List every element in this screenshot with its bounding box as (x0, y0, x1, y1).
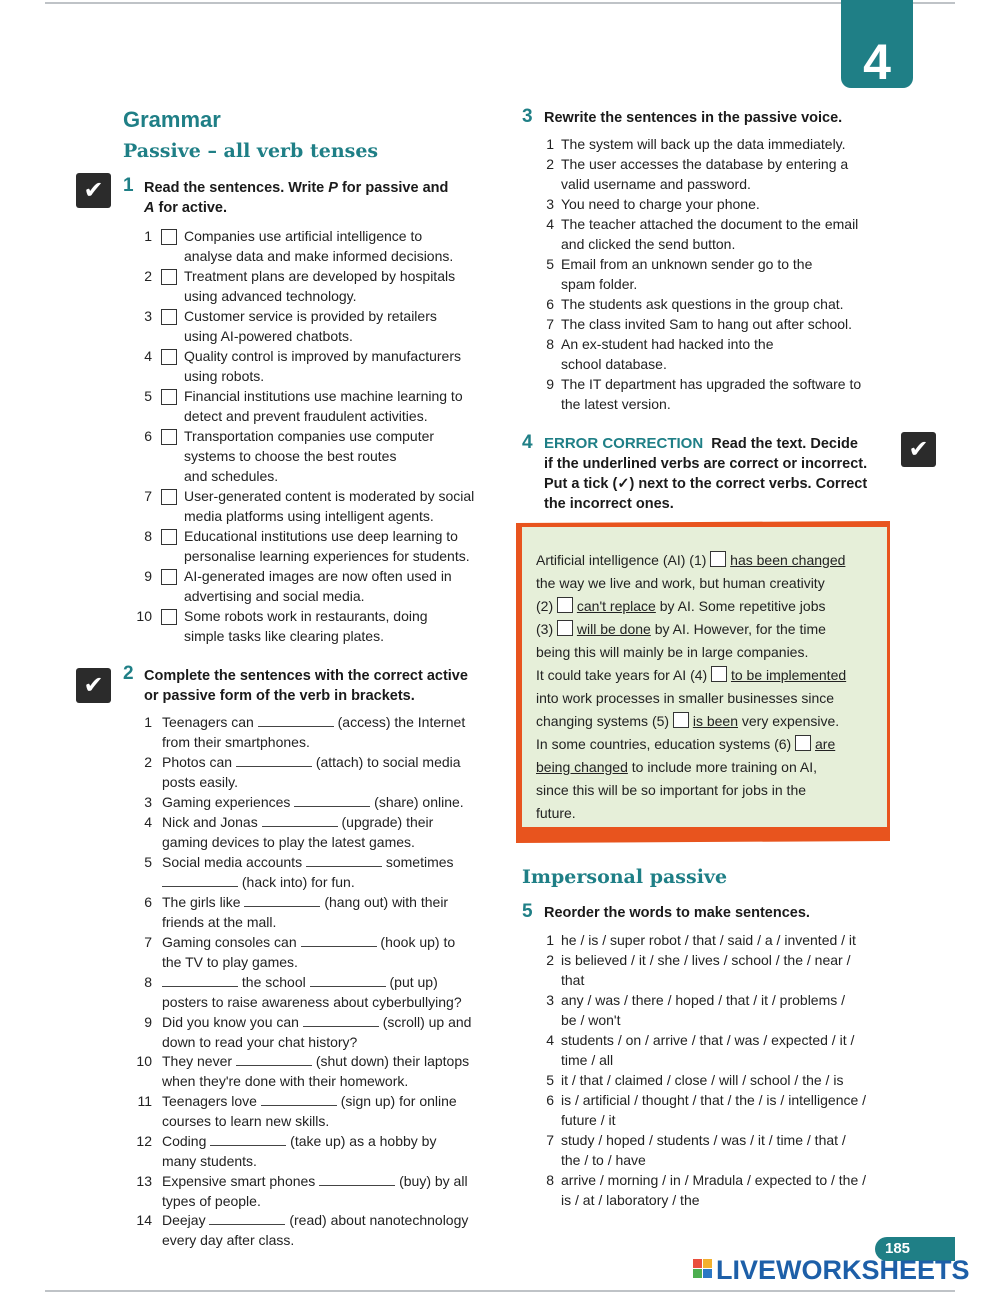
item-text-line (162, 1210, 502, 1230)
answer-blank[interactable] (310, 974, 386, 987)
item-text-part: (hook up) to (376, 934, 456, 950)
answer-blank[interactable] (258, 714, 334, 727)
item-text (162, 1051, 502, 1091)
item-text-part: (hack into) for fun. (238, 874, 355, 890)
item-text-part: (take up) as a hobby by (286, 1133, 437, 1149)
item-text-line: any / was / there / hoped / that / it / problems / (561, 992, 846, 1008)
item-number: 2 (144, 268, 152, 284)
item-number: 4 (546, 216, 554, 232)
tick-checkbox-1[interactable] (710, 551, 726, 567)
item-number: 6 (144, 428, 152, 444)
page-number: 185 (875, 1237, 955, 1261)
item-text (561, 1070, 896, 1090)
item-number: 8 (144, 974, 152, 990)
answer-blank[interactable] (236, 754, 312, 767)
answer-checkbox[interactable] (161, 229, 177, 245)
tick-checkbox-4[interactable] (711, 666, 727, 682)
answer-blank[interactable] (162, 974, 238, 987)
item-text-line: The IT department has upgraded the software to (561, 376, 862, 392)
item-number: 13 (136, 1173, 152, 1189)
item-number: 9 (144, 568, 152, 584)
item-text-line: he / is / super robot / that / said / a / invented / it (561, 932, 856, 948)
item-text (561, 990, 896, 1030)
item-text (184, 526, 494, 566)
item-text (561, 254, 896, 294)
item-text-line: detect and prevent fraudulent activities. (184, 408, 428, 424)
item-text-line: it / that / claimed / close / will / school / the / is (561, 1072, 844, 1088)
item-text-line: analyse data and make informed decisions. (184, 248, 454, 264)
item-text (561, 194, 896, 214)
section-title: Grammar (123, 107, 221, 132)
item-text-part: Coding (162, 1133, 211, 1149)
item-number: 3 (546, 992, 554, 1008)
item-text (162, 792, 502, 812)
item-text-part: Teenagers love (162, 1093, 261, 1109)
item-text-line: You need to charge your phone. (561, 196, 760, 212)
item-number: 2 (546, 156, 554, 172)
item-number: 2 (546, 952, 554, 968)
item-text-line: posts easily. (162, 774, 238, 790)
item-text (184, 426, 494, 486)
item-text (162, 892, 502, 932)
item-text-line: is / artificial / thought / that / the / is / intelligence / (561, 1092, 867, 1108)
item-text-line (162, 1012, 502, 1032)
item-text (162, 1012, 502, 1052)
item-text (162, 1210, 502, 1250)
check-answers-button-ex1[interactable] (76, 173, 111, 208)
item-number: 5 (144, 854, 152, 870)
item-text-line: Transportation companies use computer (184, 428, 435, 444)
answer-blank[interactable] (210, 1133, 286, 1146)
item-text-line: simple tasks like clearing plates. (184, 628, 384, 644)
item-text-line: types of people. (162, 1193, 261, 1209)
exercise-instruction: Complete the sentences with the correct active or passive form of the verb in brackets. (144, 668, 468, 704)
item-number: 4 (144, 348, 152, 364)
item-number: 6 (546, 1092, 554, 1108)
answer-blank[interactable] (162, 874, 238, 887)
item-number: 1 (546, 932, 554, 948)
item-text-line: personalise learning experiences for students. (184, 548, 470, 564)
item-text (162, 972, 502, 1012)
item-number: 7 (144, 934, 152, 950)
item-number: 6 (546, 296, 554, 312)
item-text (561, 154, 896, 194)
item-text-part: (buy) by all (395, 1173, 468, 1189)
item-number: 5 (546, 256, 554, 272)
answer-checkbox[interactable] (161, 269, 177, 285)
item-text-line: gaming devices to play the latest games. (162, 834, 415, 850)
item-text-line (162, 812, 502, 832)
item-text (561, 1170, 896, 1210)
item-text-line: the latest version. (561, 396, 671, 412)
item-text-part: Photos can (162, 754, 236, 770)
item-text-line: when they're done with their homework. (162, 1073, 409, 1089)
item-text-line: time / all (561, 1052, 614, 1068)
item-text-line: Email from an unknown sender go to the (561, 256, 813, 272)
item-text (184, 266, 494, 306)
item-text-line: valid username and password. (561, 176, 751, 192)
item-text-line: is / at / laboratory / the (561, 1192, 700, 1208)
exercise-number: 2 (123, 663, 134, 684)
item-text (561, 950, 896, 990)
item-text-line: every day after class. (162, 1232, 295, 1248)
item-number: 5 (546, 1072, 554, 1088)
item-text-line: using advanced technology. (184, 288, 357, 304)
item-text (184, 486, 494, 526)
item-text-line: and clicked the send button. (561, 236, 736, 252)
item-text-line: be / won't (561, 1012, 621, 1028)
item-text-line: advertising and social media. (184, 588, 365, 604)
liveworksheets-logo-icon (693, 1259, 713, 1279)
item-text (561, 1030, 896, 1070)
item-text (162, 852, 502, 892)
answer-blank[interactable] (261, 1093, 337, 1106)
check-answers-button-ex4[interactable] (901, 432, 936, 467)
item-number: 10 (136, 608, 152, 624)
item-text-line: AI-generated images are now often used in (184, 568, 452, 584)
item-text-line: the TV to play games. (162, 954, 298, 970)
item-text-line: many students. (162, 1153, 257, 1169)
item-text-line: courses to learn new skills. (162, 1113, 330, 1129)
item-number: 6 (144, 894, 152, 910)
item-number: 11 (137, 1093, 152, 1109)
section-subtitle: Impersonal passive (522, 866, 728, 888)
item-number: 3 (144, 794, 152, 810)
item-text-line: is believed / it / she / lives / school / the / near / (561, 952, 851, 968)
item-number: 8 (546, 336, 554, 352)
item-number: 10 (136, 1053, 152, 1069)
item-text (561, 214, 896, 254)
item-text-part: (upgrade) their (337, 814, 434, 830)
answer-blank[interactable] (306, 854, 382, 867)
item-text-line: Customer service is provided by retailers (184, 308, 437, 324)
item-text-line: systems to choose the best routes (184, 448, 397, 464)
item-number: 1 (144, 714, 152, 730)
item-number: 7 (546, 316, 554, 332)
item-text-part: Deejay (162, 1212, 210, 1228)
item-number: 9 (144, 1014, 152, 1030)
item-text-part: (attach) to social media (311, 754, 461, 770)
item-text (162, 812, 502, 852)
item-text-line: The user accesses the database by entering a (561, 156, 849, 172)
item-text (184, 306, 494, 346)
item-text-line: User-generated content is moderated by social (184, 488, 475, 504)
item-text-line (162, 1171, 502, 1191)
item-text (561, 374, 896, 414)
item-text (184, 346, 494, 386)
item-text-line (162, 872, 502, 892)
item-text (162, 712, 502, 752)
item-number: 9 (546, 376, 554, 392)
item-number: 7 (144, 488, 152, 504)
item-text-line: study / hoped / students / was / it / time / that / (561, 1132, 846, 1148)
item-text (184, 566, 494, 606)
bottom-rule (45, 1290, 955, 1292)
item-text (561, 294, 896, 314)
item-text (561, 334, 896, 374)
item-number: 5 (144, 388, 152, 404)
tick-checkbox-6[interactable] (795, 735, 811, 751)
checkmark-icon: ✔ (908, 436, 929, 463)
item-text-line: The teacher attached the document to the email (561, 216, 859, 232)
item-text (162, 1171, 502, 1211)
item-number: 12 (136, 1133, 152, 1149)
item-text-line (162, 1051, 502, 1071)
item-text-part: Teenagers can (162, 714, 258, 730)
item-text-part: (scroll) up and (378, 1014, 472, 1030)
item-text-part: (access) the Internet (333, 714, 466, 730)
brand-wordmark: LIVEWORKSHEETS (716, 1255, 970, 1285)
item-number: 14 (136, 1212, 152, 1228)
item-text-part: (sign up) for online (336, 1093, 457, 1109)
item-text (162, 1131, 502, 1171)
item-number: 2 (144, 754, 152, 770)
item-text-line: using AI-powered chatbots. (184, 328, 353, 344)
answer-blank[interactable] (319, 1173, 395, 1186)
exercise-number: 5 (522, 901, 533, 922)
answer-checkbox[interactable] (161, 429, 177, 445)
exercise-instruction: Reorder the words to make sentences. (544, 905, 810, 921)
item-text (162, 932, 502, 972)
item-text-line (162, 1091, 502, 1111)
item-text-line (162, 752, 502, 772)
item-text-line (162, 852, 502, 872)
item-number: 3 (144, 308, 152, 324)
exercise-instruction: Read the sentences. Write P for passive and A for active. (144, 180, 449, 216)
item-text-part: The girls like (162, 894, 245, 910)
answer-checkbox[interactable] (161, 309, 177, 325)
item-text-line: media platforms using intelligent agents. (184, 508, 434, 524)
item-text-line: from their smartphones. (162, 734, 310, 750)
item-number: 8 (546, 1172, 554, 1188)
item-text-line: Some robots work in restaurants, doing (184, 608, 428, 624)
item-text-part: the school (238, 974, 310, 990)
item-text-part: (share) online. (370, 794, 464, 810)
item-text-line: An ex-student had hacked into the (561, 336, 774, 352)
item-text-line: The class invited Sam to hang out after school. (561, 316, 853, 332)
item-text-line: spam folder. (561, 276, 638, 292)
item-text-line: Treatment plans are developed by hospitals (184, 268, 456, 284)
tick-checkbox-2[interactable] (557, 597, 573, 613)
item-text-line (162, 932, 502, 952)
item-text-part: Gaming consoles can (162, 934, 301, 950)
item-text-line: down to read your chat history? (162, 1034, 358, 1050)
error-correction-text: Artificial intelligence (AI) (1) has been changed the way we live and work, but human creativity (2) can't replace by AI. Some repetitive jobs (3) will be done by AI. However, for the time being this will mainly be in large companies. It could take years for AI (4) to be implemented into work processes in smaller businesses since changing systems (5) is been very expensive. In some countries, education systems (6) are being changed to include more training on AI, since this will be so important for jobs in the future. (536, 552, 847, 821)
item-text-line: Quality control is improved by manufacturers (184, 348, 461, 364)
item-text-line: future / it (561, 1112, 616, 1128)
item-text-line: school database. (561, 356, 667, 372)
check-answers-button-ex2[interactable] (76, 668, 111, 703)
item-text-line: friends at the mall. (162, 914, 277, 930)
item-text-part: (read) about nanotechnology (285, 1212, 469, 1228)
item-text-part: sometimes (381, 854, 454, 870)
answer-blank[interactable] (209, 1212, 285, 1225)
section-subtitle: Passive – all verb tenses (123, 140, 379, 162)
item-text-part: Gaming experiences (162, 794, 295, 810)
item-number: 4 (546, 1032, 554, 1048)
exercise-instruction: ERROR CORRECTION Read the text. Decide if the underlined verbs are correct or incorrect. Put a tick (✓) next to the correct verbs. Correct the incorrect ones. (544, 435, 868, 512)
item-text-line: students / on / arrive / that / was / expected / it / (561, 1032, 855, 1048)
answer-checkbox[interactable] (161, 569, 177, 585)
answer-checkbox[interactable] (161, 609, 177, 625)
item-text-line: and schedules. (184, 468, 279, 484)
exercise-number: 4 (522, 432, 533, 453)
answer-checkbox[interactable] (161, 349, 177, 365)
item-text-line (162, 892, 502, 912)
answer-blank[interactable] (303, 1014, 379, 1027)
answer-checkbox[interactable] (161, 529, 177, 545)
item-number: 3 (546, 196, 554, 212)
tick-checkbox-3[interactable] (557, 620, 573, 636)
checkmark-icon: ✔ (83, 672, 104, 699)
unit-number-tab: 4 (841, 0, 913, 88)
top-rule (45, 2, 955, 4)
checkmark-icon: ✔ (83, 177, 104, 204)
item-number: 8 (144, 528, 152, 544)
item-text-line: posters to raise awareness about cyberbullying? (162, 994, 462, 1010)
item-text-line (162, 1131, 502, 1151)
item-text-part: (shut down) their laptops (311, 1053, 470, 1069)
item-text-part: (hang out) with their (320, 894, 449, 910)
item-text (561, 930, 896, 950)
item-number: 7 (546, 1132, 554, 1148)
answer-blank[interactable] (244, 894, 320, 907)
answer-blank[interactable] (236, 1053, 312, 1066)
item-number: 1 (144, 228, 152, 244)
item-text-part: They never (162, 1053, 236, 1069)
item-text-part: Did you know you can (162, 1014, 303, 1030)
item-text-part: Nick and Jonas (162, 814, 262, 830)
item-text (561, 1130, 896, 1170)
item-text (561, 1090, 896, 1130)
answer-blank[interactable] (294, 794, 370, 807)
item-number: 4 (144, 814, 152, 830)
tick-checkbox-5[interactable] (673, 712, 689, 728)
answer-blank[interactable] (301, 934, 377, 947)
answer-checkbox[interactable] (161, 489, 177, 505)
exercise-number: 1 (123, 175, 134, 196)
item-text-line: Companies use artificial intelligence to (184, 228, 423, 244)
item-text-line (162, 792, 502, 812)
item-text (162, 1091, 502, 1131)
exercise-instruction: Rewrite the sentences in the passive voice. (544, 110, 843, 126)
item-text-line: the / to / have (561, 1152, 646, 1168)
answer-blank[interactable] (262, 814, 338, 827)
item-text (561, 134, 896, 154)
item-text-line: that (561, 972, 585, 988)
item-text-line (162, 972, 502, 992)
item-text-line: The system will back up the data immediately. (561, 136, 846, 152)
item-number: 1 (546, 136, 554, 152)
item-text-line: The students ask questions in the group chat. (561, 296, 844, 312)
error-correction-label: ERROR CORRECTION (544, 435, 704, 452)
item-text (561, 314, 896, 334)
item-text (184, 606, 494, 646)
item-text-line: Financial institutions use machine learning to (184, 388, 463, 404)
item-text-part: Social media accounts (162, 854, 306, 870)
item-text-line: Educational institutions use deep learning to (184, 528, 458, 544)
answer-checkbox[interactable] (161, 389, 177, 405)
item-text-part: (put up) (385, 974, 438, 990)
item-text (184, 226, 494, 266)
item-text-line: arrive / morning / in / Mradula / expected to / the / (561, 1172, 867, 1188)
exercise-number: 3 (522, 106, 533, 127)
item-text (184, 386, 494, 426)
item-text-line (162, 712, 502, 732)
item-text (162, 752, 502, 792)
item-text-line: using robots. (184, 368, 265, 384)
item-text-part: Expensive smart phones (162, 1173, 320, 1189)
